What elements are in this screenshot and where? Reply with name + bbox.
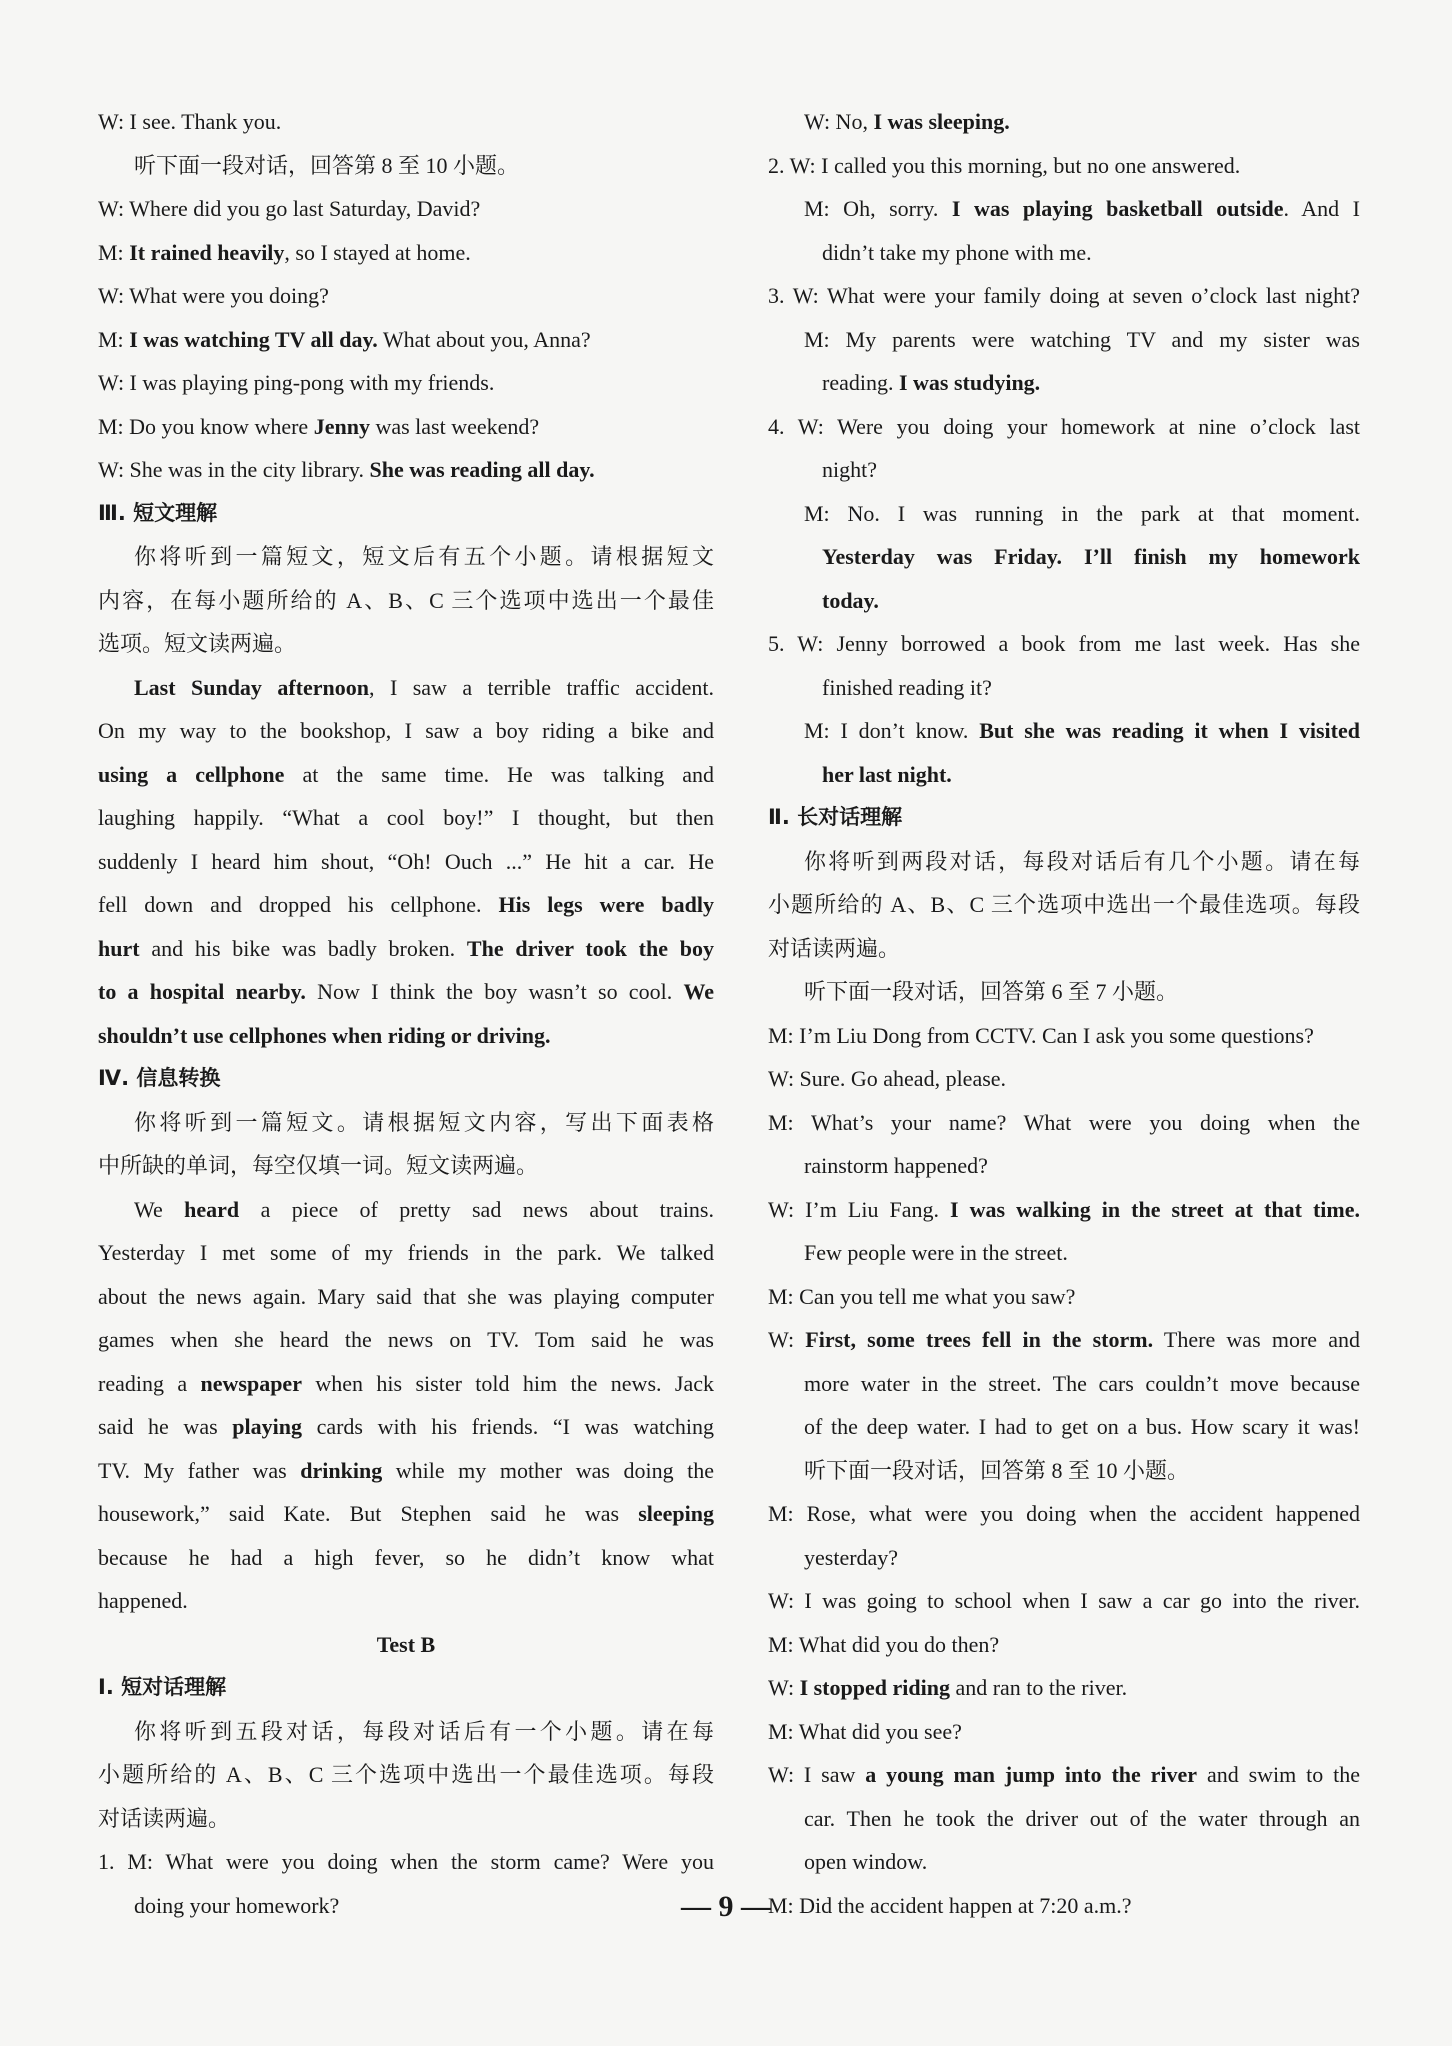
dialogue-line: M: What’s your name? What were you doing when the (768, 1109, 1360, 1135)
passage-line: We heard a piece of pretty sad news about trains. (134, 1196, 714, 1222)
section-heading-3: Ⅲ. 短文理解 (98, 500, 218, 525)
dialogue-line: M: What did you see? (768, 1718, 962, 1744)
instruction-text: 选项。短文读两遍。 (98, 631, 297, 656)
dialogue-line: M: Rose, what were you doing when the accident happened (768, 1501, 1360, 1526)
dialogue-line: finished reading it? (822, 674, 992, 700)
dialogue-line: M: My parents were watching TV and my sister was (804, 326, 1360, 352)
dialogue-line: Few people were in the street. (804, 1240, 1068, 1265)
dialogue-line: of the deep water. I had to get on a bus. How scary it was! (804, 1414, 1360, 1439)
passage-line: happened. (98, 1588, 188, 1613)
right-column (768, 100, 1360, 1927)
dialogue-line: W: Sure. Go ahead, please. (768, 1066, 1007, 1091)
dialogue-line: more water in the street. The cars couldn’t move because (804, 1370, 1360, 1396)
section-heading-1: Ⅰ. 短对话理解 (98, 1675, 227, 1699)
question-line: 4. W: Were you doing your homework at nine o’clock last (768, 413, 1360, 439)
instruction-text: 对话读两遍。 (98, 1805, 231, 1831)
dialogue-line: M: It rained heavily, so I stayed at home. (98, 239, 471, 265)
dialogue-line: W: No, I was sleeping. (804, 109, 1010, 134)
dialogue-line: W: I stopped riding and ran to the river. (768, 1675, 1128, 1700)
dialogue-line: M: Can you tell me what you saw? (768, 1283, 1076, 1309)
dialogue-line: M: I don’t know. But she was reading it when I visited (804, 718, 1360, 743)
instruction-text: 小题所给的 A、B、C 三个选项中选出一个最佳选项。每段 (768, 892, 1360, 917)
passage-line: games when she heard the news on TV. Tom said he was (98, 1327, 714, 1352)
passage-line: about the news again. Mary said that she was playing computer (98, 1283, 714, 1309)
instruction-text: 你将听到一篇短文。请根据短文内容，写出下面表格 (134, 1109, 714, 1135)
section-heading-2: Ⅱ. 长对话理解 (768, 805, 903, 829)
dialogue-line: M: Did the accident happen at 7:20 a.m.? (768, 1892, 1132, 1918)
passage-line: Last Sunday afternoon, I saw a terrible traffic accident. (134, 674, 714, 700)
question-line: doing your homework? (134, 1892, 340, 1918)
passage-line: to a hospital nearby. Now I think the boy wasn’t so cool. We (98, 979, 714, 1004)
dialogue-line: didn’t take my phone with me. (822, 239, 1092, 265)
dialogue-line: W: I see. Thank you. (98, 109, 282, 134)
dialogue-line: W: Where did you go last Saturday, David? (98, 196, 481, 221)
passage-line: shouldn’t use cellphones when riding or driving. (98, 1022, 551, 1048)
dialogue-line: today. (822, 587, 879, 613)
passage-line: On my way to the bookshop, I saw a boy riding a bike and (98, 718, 714, 743)
dialogue-line: night? (822, 457, 877, 482)
passage-line: Yesterday I met some of my friends in the park. We talked (98, 1240, 714, 1265)
section-heading-4: Ⅳ. 信息转换 (98, 1066, 221, 1090)
instruction-text: 你将听到一篇短文，短文后有五个小题。请根据短文 (134, 544, 714, 569)
page-number: — 9 — (681, 1890, 771, 1923)
instruction-text: 内容，在每小题所给的 A、B、C 三个选项中选出一个最佳 (98, 587, 714, 613)
passage-line: suddenly I heard him shout, “Oh! Ouch ...” He hit a car. He (98, 848, 714, 874)
dialogue-line: her last night. (822, 761, 952, 787)
dialogue-line: M: Do you know where Jenny was last weekend? (98, 413, 540, 439)
test-b-title: Test B (376, 1631, 436, 1657)
passage-line: reading a newspaper when his sister told him the news. Jack (98, 1370, 714, 1396)
dialogue-intro: 听下面一段对话，回答第 8 至 10 小题。 (134, 152, 520, 178)
passage-line: TV. My father was drinking while my mother was doing the (98, 1457, 715, 1483)
passage-line: hurt and his bike was badly broken. The driver took the boy (98, 935, 714, 961)
left-column (98, 100, 714, 1927)
instruction-text: 对话读两遍。 (768, 935, 901, 961)
dialogue-line: W: First, some trees fell in the storm. There was more and (768, 1327, 1361, 1352)
dialogue-line: Yesterday was Friday. I’ll finish my homework (822, 544, 1360, 569)
instruction-text: 小题所给的 A、B、C 三个选项中选出一个最佳选项。每段 (98, 1762, 714, 1787)
dialogue-line: W: I was playing ping-pong with my friends. (98, 370, 495, 395)
dialogue-line: W: She was in the city library. She was reading all day. (98, 457, 595, 482)
instruction-text: 你将听到五段对话，每段对话后有一个小题。请在每 (134, 1718, 714, 1744)
passage-line: said he was playing cards with his friends. “I was watching (98, 1414, 714, 1439)
dialogue-line: open window. (804, 1849, 928, 1874)
instruction-text: 你将听到两段对话，每段对话后有几个小题。请在每 (804, 848, 1360, 874)
passage-line: housework,” said Kate. But Stephen said he was sleeping (98, 1501, 714, 1526)
dialogue-line: car. Then he took the driver out of the water through an (804, 1805, 1360, 1831)
question-line: 5. W: Jenny borrowed a book from me last week. Has she (768, 631, 1360, 656)
dialogue-intro: 听下面一段对话，回答第 8 至 10 小题。 (804, 1457, 1190, 1483)
dialogue-line: M: Oh, sorry. I was playing basketball outside. And I (804, 196, 1360, 221)
question-line: 2. W: I called you this morning, but no one answered. (768, 152, 1241, 178)
instruction-text: 中所缺的单词，每空仅填一词。短文读两遍。 (98, 1153, 539, 1178)
passage-line: using a cellphone at the same time. He was talking and (98, 761, 714, 787)
dialogue-line: rainstorm happened? (804, 1153, 988, 1178)
dialogue-line: W: I’m Liu Fang. I was walking in the street at that time. (768, 1196, 1360, 1222)
question-line: 3. W: What were your family doing at seven o’clock last night? (768, 283, 1360, 308)
passage-line: fell down and dropped his cellphone. His legs were badly (98, 892, 714, 917)
dialogue-line: W: What were you doing? (98, 283, 329, 308)
dialogue-line: W: I was going to school when I saw a car go into the river. (768, 1588, 1360, 1613)
dialogue-line: M: I’m Liu Dong from CCTV. Can I ask you some questions? (768, 1022, 1314, 1048)
dialogue-intro: 听下面一段对话，回答第 6 至 7 小题。 (804, 979, 1179, 1004)
passage-line: because he had a high fever, so he didn’t know what (98, 1544, 714, 1570)
dialogue-line: reading. I was studying. (822, 370, 1041, 395)
dialogue-line: yesterday? (804, 1544, 899, 1570)
question-line: 1. M: What were you doing when the storm came? Were you (98, 1849, 714, 1874)
dialogue-line: M: I was watching TV all day. What about you, Anna? (98, 326, 591, 352)
dialogue-line: M: What did you do then? (768, 1631, 1000, 1657)
dialogue-line: W: I saw a young man jump into the river and swim to the (768, 1762, 1360, 1787)
passage-line: laughing happily. “What a cool boy!” I thought, but then (98, 805, 714, 830)
dialogue-line: M: No. I was running in the park at that moment. (804, 500, 1360, 526)
